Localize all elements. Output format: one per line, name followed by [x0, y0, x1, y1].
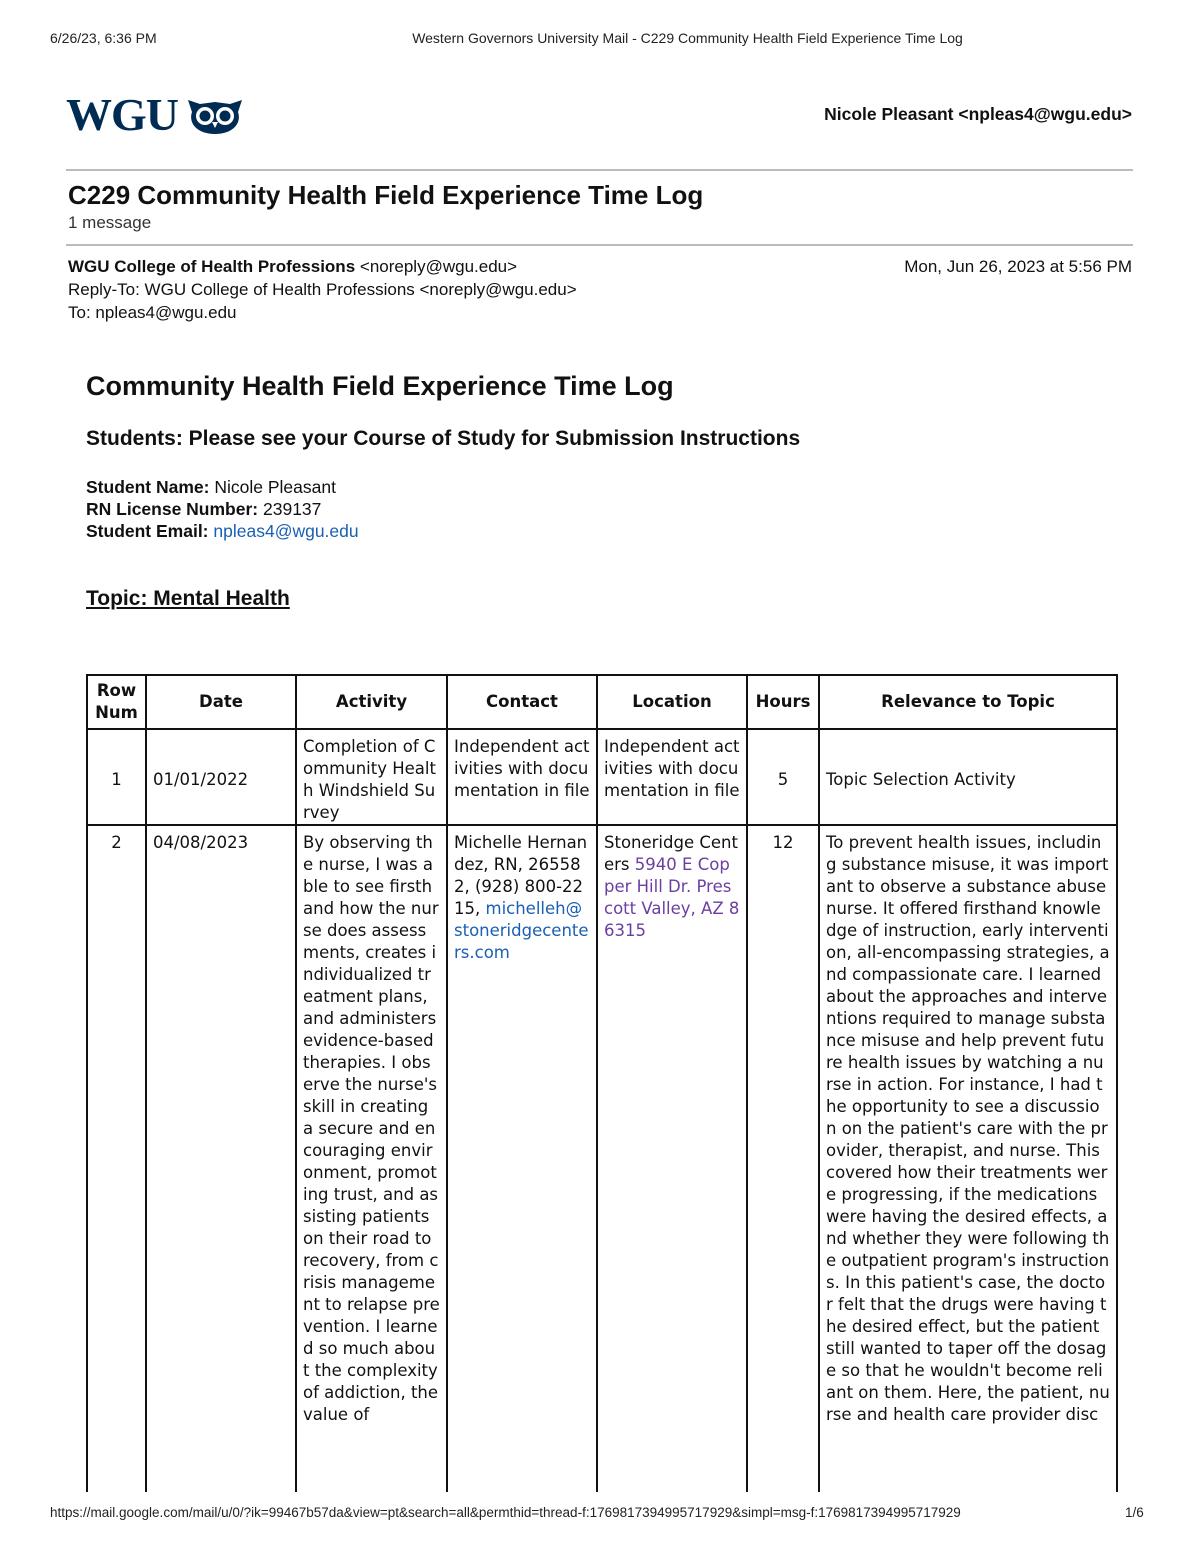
reply-to-value: WGU College of Health Professions <noreply@wgu.edu>	[144, 280, 577, 299]
topic-heading: Topic: Mental Health	[86, 587, 290, 610]
student-name-label: Student Name:	[86, 477, 210, 497]
table-row	[87, 825, 1117, 1492]
row-hours: 5	[747, 729, 819, 825]
row-activity: By observing the nurse, I was able to see firsthand how the nurse does assessments, creates individualized treatment plans, and administers evidence-based therapies. I observe the nurse's skill in creating a secure and encouraging environment, promoting trust, and assisting patients on their road to recovery, from crisis management to relapse prevention. I learned so much about the complexity of addiction, the value of	[296, 825, 447, 1492]
body-heading: Community Health Field Experience Time Log	[86, 371, 674, 401]
page-number: 1/6	[1125, 1505, 1144, 1520]
license-label: RN License Number:	[86, 499, 259, 519]
print-header	[0, 30, 1200, 50]
header-row-num: Row Num	[87, 675, 146, 729]
row-activity: Completion of Community Health Windshield Survey	[296, 729, 447, 825]
reply-to-label: Reply-To:	[68, 280, 140, 299]
row-num: 2	[87, 825, 146, 1492]
sender-name: WGU College of Health Professions	[68, 257, 356, 276]
license-number: 239137	[263, 499, 322, 519]
contact-email-link[interactable]: michelleh@stoneridgecenters.com	[454, 899, 589, 962]
sent-date: Mon, Jun 26, 2023 at 5:56 PM	[904, 257, 1132, 276]
row-hours: 12	[747, 825, 819, 1492]
print-date: 6/26/23, 6:36 PM	[50, 30, 157, 46]
header-location: Location	[597, 675, 747, 729]
table-header-row	[87, 675, 1117, 729]
body-subheading: Students: Please see your Course of Study for Submission Instructions	[86, 427, 801, 450]
to-line	[68, 303, 237, 323]
print-title: Western Governors University Mail - C229 Community Health Field Experience Time Log	[412, 30, 963, 46]
license-line	[86, 499, 321, 520]
row-num: 1	[87, 729, 146, 825]
header-date: Date	[146, 675, 296, 729]
student-name-line	[86, 477, 336, 498]
student-name: Nicole Pleasant	[214, 477, 336, 497]
message-count: 1 message	[68, 213, 152, 232]
location-address-link[interactable]: 5940 E Copper Hill Dr. Prescott Valley, AZ 86315	[604, 855, 740, 940]
print-footer	[0, 1505, 1200, 1525]
divider	[66, 244, 1133, 246]
student-email-line	[86, 521, 359, 542]
account-header: Nicole Pleasant <npleas4@wgu.edu>	[824, 104, 1132, 124]
table-row	[87, 729, 1117, 825]
row-date: 04/08/2023	[146, 825, 296, 1492]
owl-icon	[186, 94, 244, 136]
header-contact: Contact	[447, 675, 597, 729]
print-url: https://mail.google.com/mail/u/0/?ik=99467b57da&view=pt&search=all&permthid=thread-f:1769817394995717929&simpl=msg-f:1769817394995717929	[50, 1505, 961, 1520]
sender-email: <noreply@wgu.edu>	[359, 257, 518, 276]
row-contact	[447, 825, 597, 1492]
wgu-logo	[66, 89, 244, 140]
header-activity: Activity	[296, 675, 447, 729]
location-text: Stoneridge Centers	[604, 833, 738, 874]
row-relevance: To prevent health issues, including substance misuse, it was important to observe a substance abuse nurse. It offered firsthand knowledge of instruction, early intervention, all-encompassing strategies, and compassionate care. I learned about the approaches and interventions required to manage substance misuse and help prevent future health issues by watching a nurse in action. For instance, I had the opportunity to see a discussion on the patient's care with the provider, therapist, and nurse. This covered how their treatments were progressing, if the medications were having the desired effects, and whether they were following the outpatient program's instructions. In this patient's case, the doctor felt that the drugs were having the desired effect, but the patient still wanted to taper off the dosage so that he wouldn't become reliant on them. Here, the patient, nurse and health care provider disc	[819, 825, 1117, 1492]
divider	[66, 169, 1133, 171]
email-subject: C229 Community Health Field Experience Time Log	[68, 180, 704, 210]
student-email-label: Student Email:	[86, 521, 209, 541]
row-location	[597, 825, 747, 1492]
header-relevance: Relevance to Topic	[819, 675, 1117, 729]
row-date: 01/01/2022	[146, 729, 296, 825]
reply-to-line	[68, 280, 577, 300]
contact-text: Michelle Hernandez, RN, 265582, (928) 800-2215,	[454, 833, 588, 918]
student-email-link[interactable]: npleas4@wgu.edu	[213, 521, 359, 541]
row-relevance: Topic Selection Activity	[819, 729, 1117, 825]
row-location: Independent activities with documentation in file	[597, 729, 747, 825]
header-hours: Hours	[747, 675, 819, 729]
to-value: npleas4@wgu.edu	[95, 303, 237, 322]
sender-line	[68, 257, 517, 277]
to-label: To:	[68, 303, 91, 322]
wgu-logo-text: WGU	[66, 89, 178, 140]
row-contact: Independent activities with documentation in file	[447, 729, 597, 825]
time-log-table	[86, 674, 1118, 1492]
